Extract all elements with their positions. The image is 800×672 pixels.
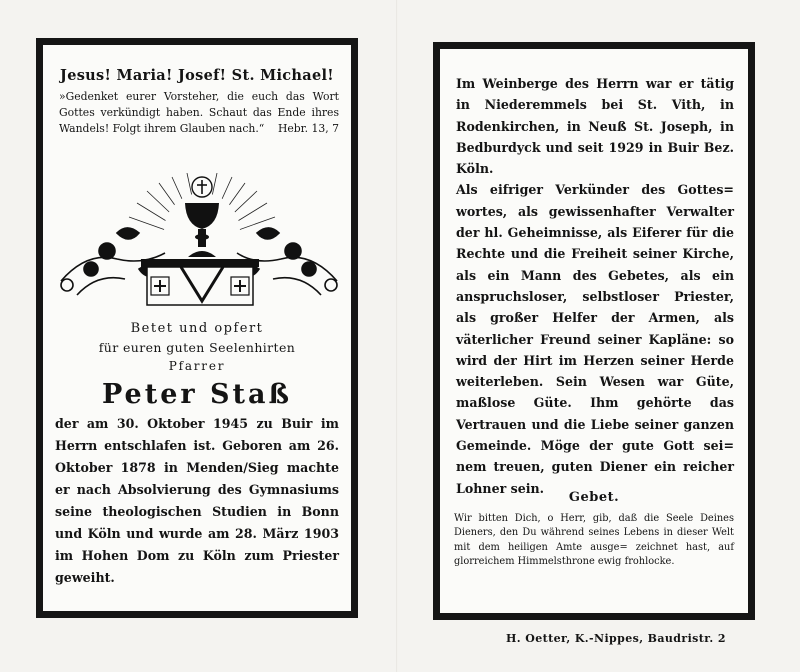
prayer-request-line1: Betet und opfert: [130, 321, 264, 336]
card-fold: [396, 0, 398, 672]
prayer-title: Gebet.: [568, 490, 620, 505]
quote-text: »Gedenket eurer Vorsteher, die euch das Wort Gottes verkündigt haben. Schaut das Ende ihres Wandels! Folgt ihrem Glauben nach.“: [59, 90, 339, 135]
quote-reference: Hebr. 13, 7: [277, 122, 339, 135]
prayer-request-line2: für euren guten Seelenhirten: [98, 340, 296, 355]
printer-credit: H. Oetter, K.-Nippes, Baudristr. 2: [506, 632, 726, 645]
deceased-name: Peter Staß: [101, 379, 292, 410]
right-memorial-panel: [433, 42, 755, 620]
left-memorial-panel: [36, 38, 358, 618]
scripture-quote: [59, 89, 339, 137]
eulogy-paragraph-2: Als eifriger Verkünder des Gottes= wortes, als gewissenhafter Verwalter der hl. Geheimnisse, als Eiferer für die Rechte und die Freiheit seiner Kirche, als ein Mann des Gebetes, als ein anspruchsloser, selbstloser Priester, als großer Helfer der Armen, als väterlicher Freund seiner Kapläne: so wird der Hirt im Herzen seiner Herde weiterleben. Sein Wesen war Güte, maßlose Güte. Ihm gehörte das Vertrauen und die Liebe seiner ganzen Gemeinde. Möge der gute Gott sei= nem treuen, guten Diener ein reicher Lohner sein.: [456, 182, 734, 496]
prayer-text: Wir bitten Dich, o Herr, gib, daß die Seele Deines Dieners, den Du während seines Lebens in dieser Welt mit dem heiligen Amte ausge= zeichnet hast, auf glorreichem Himmelsthrone ewig frohlocke.: [454, 513, 734, 568]
prayer-request: [43, 319, 351, 376]
prayer-request-line3: Pfarrer: [168, 359, 226, 373]
eulogy-text: [456, 73, 734, 499]
host-wafer: [192, 177, 212, 197]
invocation-heading: Jesus! Maria! Josef! St. Michael!: [60, 67, 334, 84]
altar: [141, 259, 259, 305]
chalice-altar-emblem: [47, 173, 347, 313]
biography-text: der am 30. Oktober 1945 zu Buir im Herrn entschlafen ist. Geboren am 26. Oktober 1878 in Menden/Sieg machte er nach Absolvierung des Gymnasiums seine theologischen Studien in Bonn und Köln und wurde am 28. März 1903 im Hohen Dom zu Köln zum Priester geweiht.: [55, 416, 339, 585]
eulogy-paragraph-1: Im Weinberge des Herrn war er tätig in Niederemmels bei St. Vith, in Rodenkirchen, in Neuß St. Joseph, in Bedburdyck und seit 1929 in Buir Bez. Köln.: [456, 76, 734, 177]
